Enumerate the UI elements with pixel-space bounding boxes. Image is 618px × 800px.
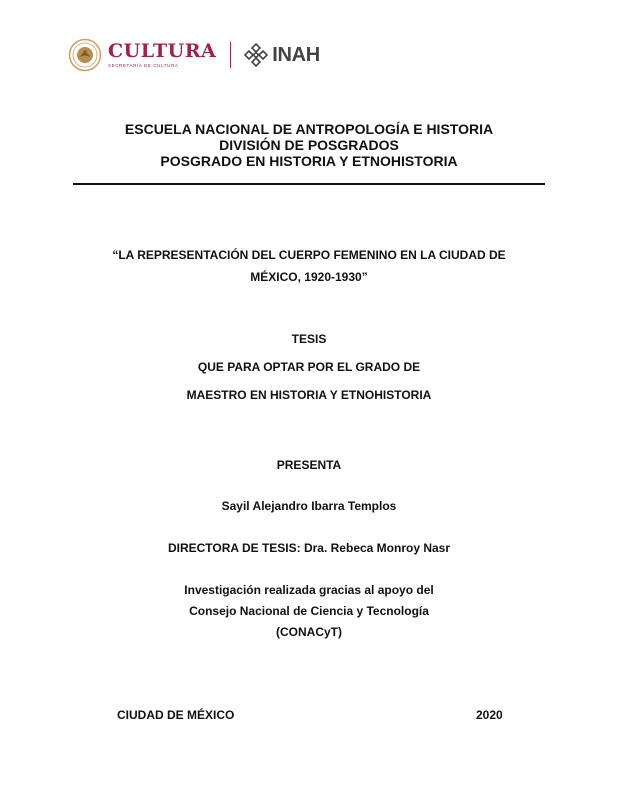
funding-line-3: (CONACyT) bbox=[276, 625, 342, 639]
institution-name: ESCUELA NACIONAL DE ANTROPOLOGÍA E HISTORIA bbox=[124, 121, 494, 137]
degree-line-2: MAESTRO EN HISTORIA Y ETNOHISTORIA bbox=[186, 388, 432, 402]
program-name: POSGRADO EN HISTORIA Y ETNOHISTORIA bbox=[160, 153, 458, 169]
author-name: Sayil Alejandro Ibarra Templos bbox=[221, 499, 397, 513]
heading-divider bbox=[73, 183, 545, 185]
thesis-title-line-1: “LA REPRESENTACIÓN DEL CUERPO FEMENINO EN LA CIUDAD DE bbox=[112, 248, 506, 262]
funding-line-2: Consejo Nacional de Ciencia y Tecnología bbox=[189, 604, 429, 618]
inah-emblem-icon bbox=[243, 42, 269, 68]
inah-logo-text: INAH bbox=[272, 43, 320, 66]
logo-divider bbox=[230, 42, 231, 68]
degree-line-1: QUE PARA OPTAR POR EL GRADO DE bbox=[197, 360, 421, 374]
header-logos bbox=[68, 38, 320, 72]
division-name: DIVISIÓN DE POSGRADOS bbox=[219, 137, 399, 153]
cultura-logo bbox=[108, 42, 216, 68]
cultura-logo-subtitle: SECRETARÍA DE CULTURA bbox=[108, 63, 179, 68]
funding-line-1: Investigación realizada gracias al apoyo del bbox=[184, 583, 434, 597]
cultura-logo-text: CULTURA bbox=[108, 40, 217, 62]
presenta-label: PRESENTA bbox=[276, 458, 342, 472]
document-type: TESIS bbox=[291, 332, 327, 346]
thesis-title-line-2: MÉXICO, 1920-1930” bbox=[250, 270, 368, 284]
footer-year: 2020 bbox=[476, 708, 503, 722]
footer-city: CIUDAD DE MÉXICO bbox=[117, 708, 235, 722]
thesis-director: DIRECTORA DE TESIS: Dra. Rebeca Monroy Nasr bbox=[167, 541, 451, 555]
mexico-seal-icon bbox=[68, 38, 102, 72]
